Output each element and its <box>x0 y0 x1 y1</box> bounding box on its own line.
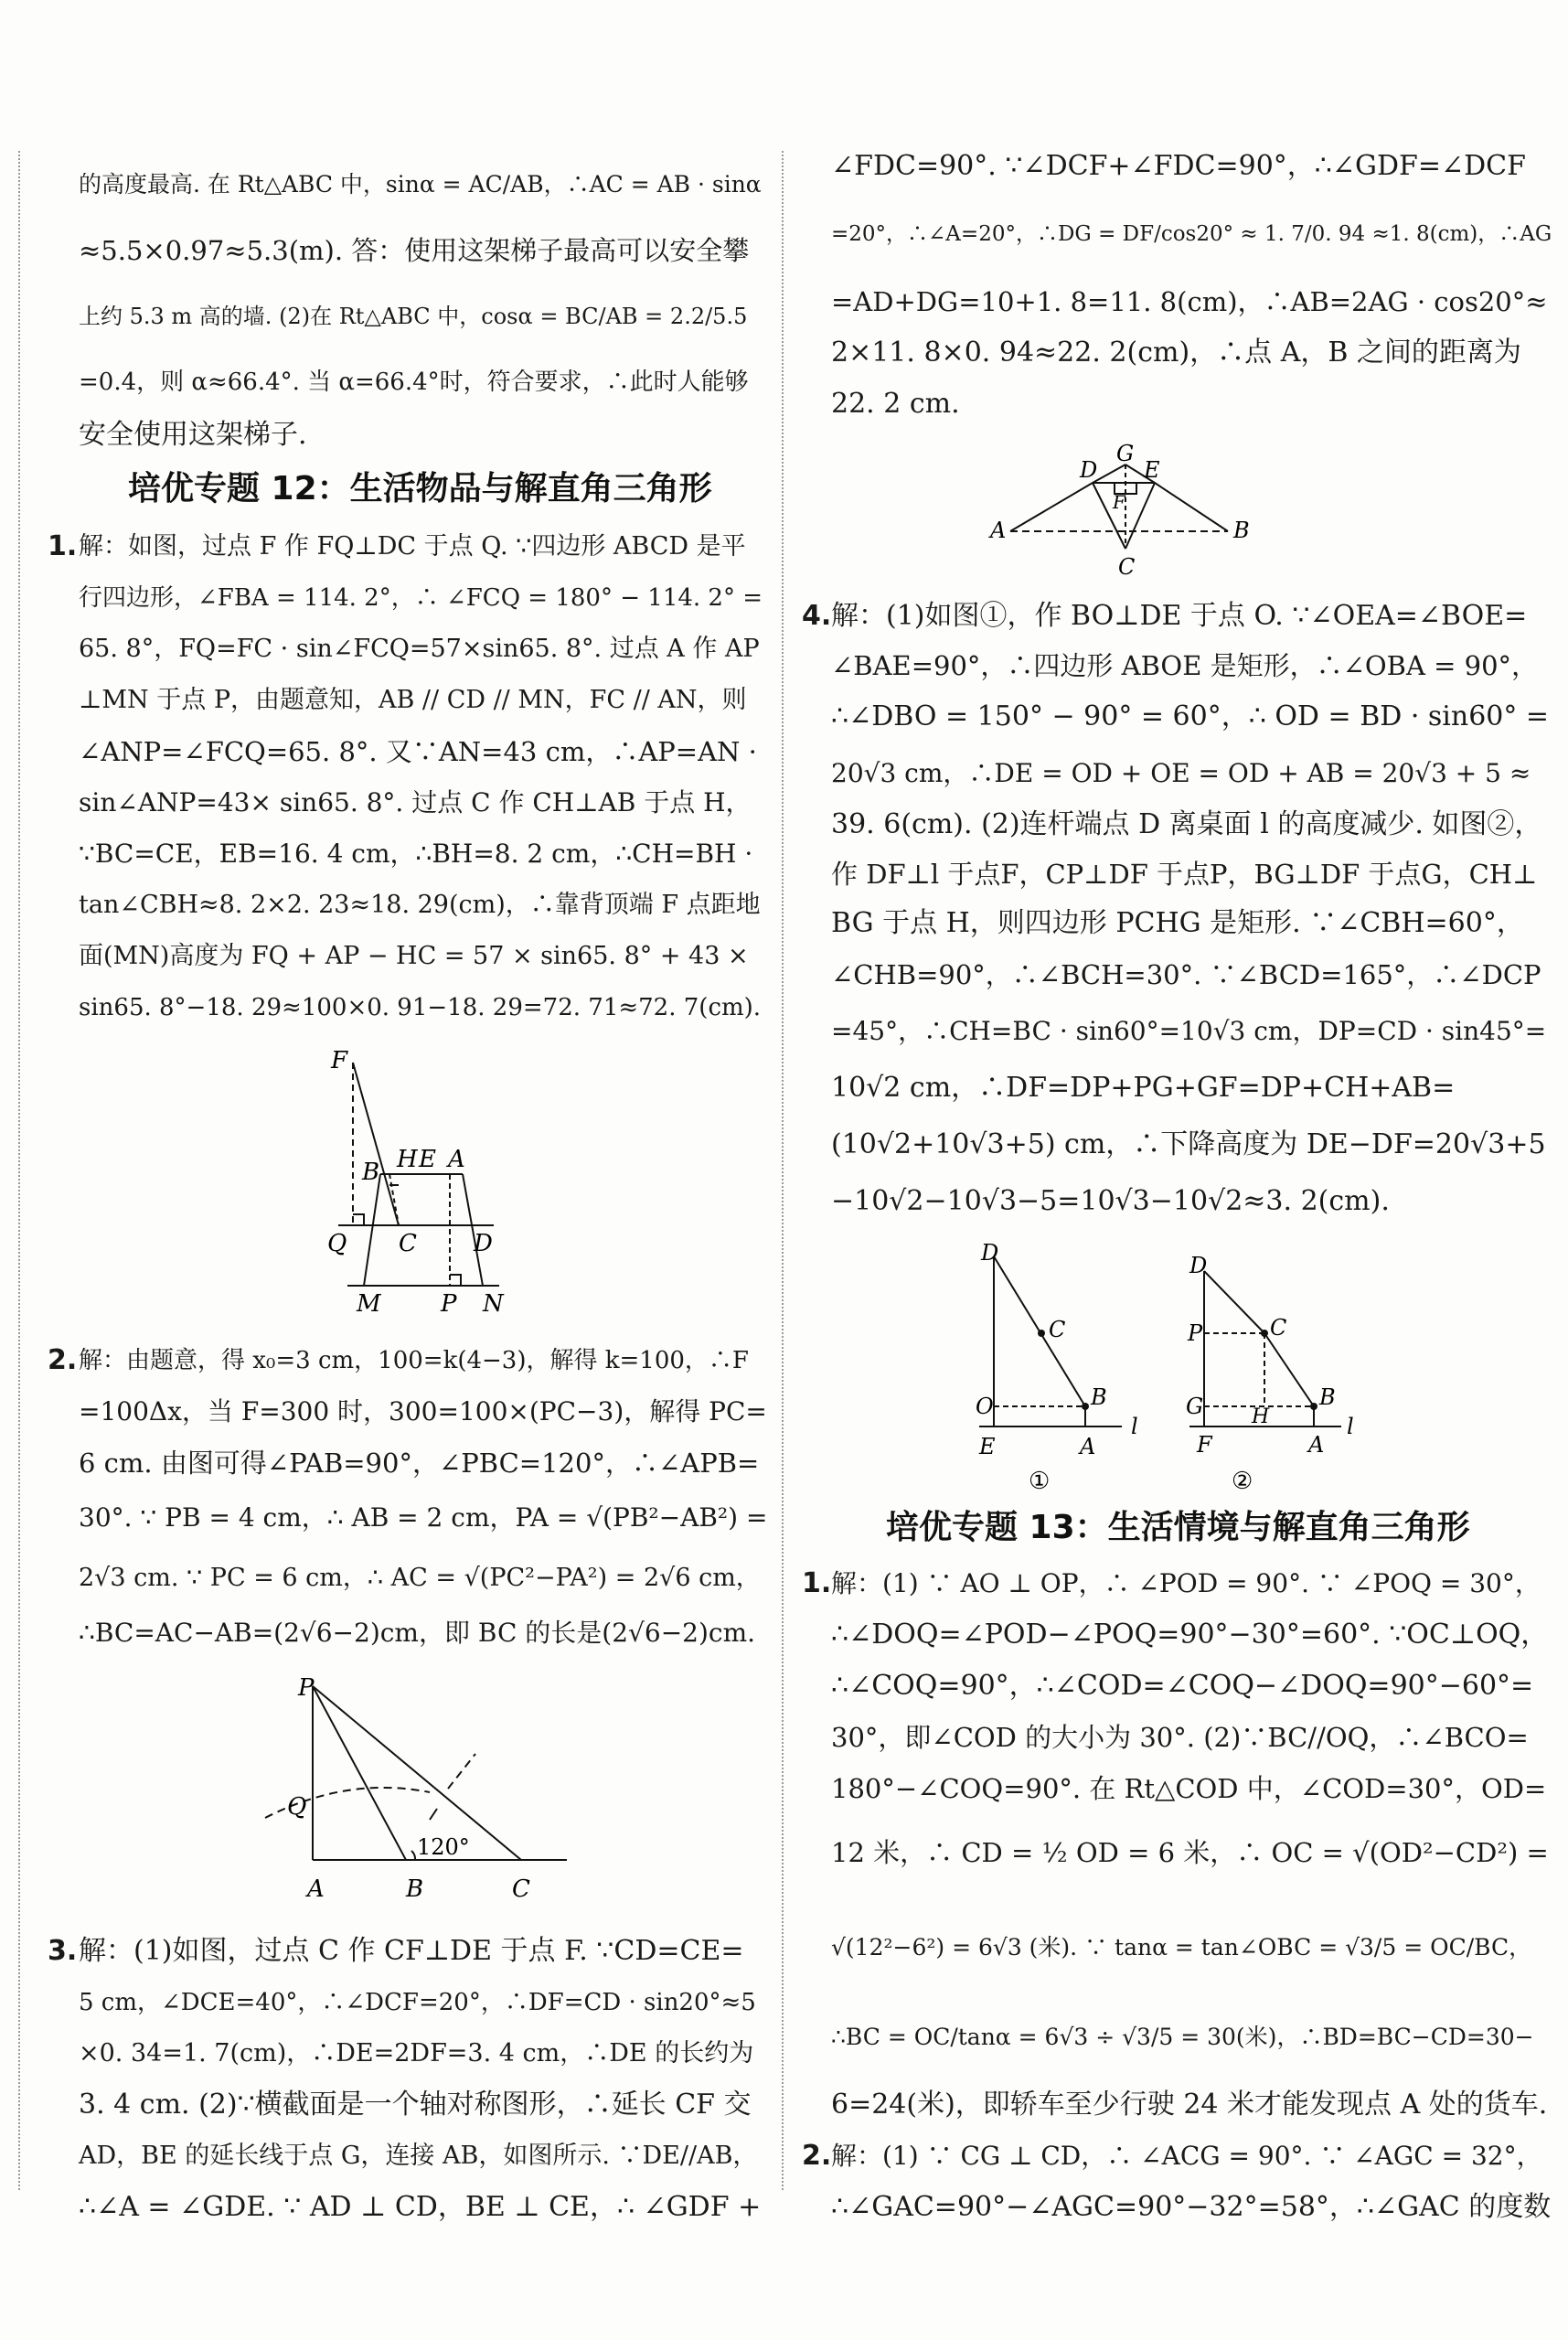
point-label-H: H <box>397 1146 418 1173</box>
text-line: =0.4，则 α≈66.4°. 当 α=66.4°时，符合要求，∴此时人能够 <box>79 369 749 396</box>
text-line: 5 cm，∠DCE=40°，∴∠DCF=20°，∴DF=CD · sin20°≈5 <box>79 1989 756 2016</box>
point-label-A: A <box>1308 1432 1325 1458</box>
problem-number: 2. <box>802 2140 832 2172</box>
point-label-B: B <box>362 1159 380 1186</box>
right-column <box>784 0 1568 2340</box>
point-label-B: B <box>1319 1384 1336 1410</box>
problem-number: 2. <box>48 1344 78 1376</box>
point-label-G: G <box>1116 441 1135 466</box>
text-line: ∴BC = OC/tanα = 6√3 ÷ √3/5 = 30(米)，∴BD=BC−CD=30− <box>831 2024 1534 2050</box>
text-line: 10√2 cm，∴DF=DP+PG+GF=DP+CH+AB= <box>831 1072 1456 1104</box>
text-line: 作 DF⊥l 于点F，CP⊥DF 于点P，BG⊥DF 于点G，CH⊥ <box>831 859 1538 890</box>
text-line: 2√3 cm. ∵ PC = 6 cm，∴ AC = √(PC²−PA²) = 2√6 cm， <box>79 1564 761 1592</box>
section-title: 培优专题 13：生活情境与解直角三角形 <box>886 1509 1470 1546</box>
point-label-Q: Q <box>327 1230 347 1257</box>
text-line: tan∠CBH≈8. 2×2. 23≈18. 29(cm)，∴靠背顶端 F 点距地 <box>79 891 761 919</box>
point-label-Q: Q <box>287 1793 307 1821</box>
text-line: 39. 6(cm). (2)连杆端点 D 离桌面 l 的高度减少. 如图②， <box>831 808 1542 840</box>
text-line: 安全使用这架梯子. <box>79 419 307 451</box>
text-line: 面(MN)高度为 FQ + AP − HC = 57 × sin65. 8° + 43 × <box>79 942 749 970</box>
text-line: √(12²−6²) = 6√3 (米). ∵ tanα = tan∠OBC = √3/5 = OC/BC， <box>831 1934 1532 1961</box>
text-line: =20°，∴∠A=20°，∴DG = DF/cos20° ≈ 1. 7/0. 94 ≈1. 8(cm)，∴AG <box>831 222 1552 246</box>
text-line: (10√2+10√3+5) cm，∴下降高度为 DE−DF=20√3+5 <box>831 1128 1546 1160</box>
point-label-A: A <box>307 1875 325 1903</box>
text-line: =AD+DG=10+1. 8=11. 8(cm)，∴AB=2AG · cos20°≈ <box>831 286 1548 317</box>
text-line: 2×11. 8×0. 94≈22. 2(cm)，∴点 A，B 之间的距离为 <box>831 337 1521 369</box>
point-label-B: B <box>406 1875 424 1903</box>
angle-label: 120° <box>417 1834 470 1860</box>
text-line: 6 cm. 由图可得∠PAB=90°，∠PBC=120°，∴∠APB= <box>79 1448 760 1479</box>
text-line: 解：由题意，得 x₀=3 cm，100=k(4−3)，解得 k=100，∴F <box>79 1347 749 1374</box>
point-label-F: F <box>331 1047 348 1074</box>
text-line: ∴BC=AC−AB=(2√6−2)cm，即 BC 的长是(2√6−2)cm. <box>79 1618 756 1648</box>
text-line: BG 于点 H，则四边形 PCHG 是矩形. ∵∠CBH=60°， <box>831 907 1524 939</box>
text-line: ∴∠DBO = 150° − 90° = 60°，∴ OD = BD · sin60° = <box>831 700 1550 732</box>
text-line: 3. 4 cm. (2)∵横截面是一个轴对称图形，∴延长 CF 交 <box>79 2089 752 2121</box>
cross-section-diagram <box>985 437 1259 583</box>
figure-number: ② <box>1232 1468 1253 1495</box>
text-line: 解：(1)如图①，作 BO⊥DE 于点 O. ∵∠OEA=∠BOE= <box>831 600 1528 632</box>
lamp-diagram-1 <box>966 1234 1149 1500</box>
point-label-H: H <box>1252 1405 1270 1428</box>
text-line: =100Δx，当 F=300 时，300=100×(PC−3)，解得 PC= <box>79 1396 767 1426</box>
text-line: 20√3 cm，∴DE = OD + OE = OD + AB = 20√3 + 5 ≈ <box>831 758 1531 788</box>
problem-number: 3. <box>48 1935 78 1967</box>
point-label-D: D <box>474 1230 493 1257</box>
text-line: ∠BAE=90°，∴四边形 ABOE 是矩形，∴∠OBA = 90°， <box>831 650 1539 681</box>
text-line: AD，BE 的延长线于点 G，连接 AB，如图所示. ∵DE//AB， <box>79 2142 758 2170</box>
text-line: 12 米，∴ CD = ½ OD = 6 米，∴ OC = √(OD²−CD²) = <box>831 1837 1549 1868</box>
point-label-D: D <box>981 1240 999 1266</box>
text-line: ∴∠A = ∠GDE. ∵ AD ⊥ CD，BE ⊥ CE，∴ ∠GDF + <box>79 2191 762 2223</box>
point-label-B: B <box>1091 1384 1107 1410</box>
text-line: ⊥MN 于点 P，由题意知，AB // CD // MN，FC // AN，则 <box>79 686 747 714</box>
point-label-B: B <box>1233 518 1250 543</box>
point-label-F: F <box>1113 491 1125 513</box>
text-line: =45°，∴CH=BC · sin60°=10√3 cm，DP=CD · sin45°= <box>831 1016 1547 1046</box>
text-line: 的高度最高. 在 Rt△ABC 中，sinα = AC/AB，∴AC = AB · sinα <box>79 171 762 198</box>
lamp-diagram-2 <box>1177 1244 1360 1500</box>
text-line: sin65. 8°−18. 29≈100×0. 91−18. 29=72. 71≈72. 7(cm). <box>79 994 762 1021</box>
chair-diagram <box>320 1042 539 1317</box>
point-label-A: A <box>1080 1434 1096 1459</box>
point-label-C: C <box>1118 554 1136 580</box>
point-label-C: C <box>399 1230 417 1257</box>
problem-number: 1. <box>802 1567 832 1599</box>
figure-number: ① <box>1029 1468 1051 1495</box>
point-label-E: E <box>979 1434 996 1459</box>
point-label-D: D <box>1080 457 1098 483</box>
text-line: 解：(1) ∵ CG ⊥ CD，∴ ∠ACG = 90°. ∵ ∠AGC = 32°， <box>831 2141 1542 2171</box>
text-line: ∠ANP=∠FCQ=65. 8°. 又∵AN=43 cm，∴AP=AN · <box>79 736 757 767</box>
text-line: ∠FDC=90°. ∵∠DCF+∠FDC=90°，∴∠GDF=∠DCF <box>831 150 1526 182</box>
text-line: 22. 2 cm. <box>831 388 960 420</box>
text-line: 解：如图，过点 F 作 FQ⊥DC 于点 Q. ∵四边形 ABCD 是平 <box>79 532 746 561</box>
point-label-D: D <box>1189 1253 1208 1278</box>
point-label-P: P <box>441 1290 457 1317</box>
text-line: −10√2−10√3−5=10√3−10√2≈3. 2(cm). <box>831 1185 1390 1217</box>
text-line: sin∠ANP=43× sin65. 8°. 过点 C 作 CH⊥AB 于点 H， <box>79 787 752 817</box>
point-label-N: N <box>483 1290 504 1317</box>
left-margin-rule <box>18 151 20 2190</box>
text-line: 65. 8°，FQ=FC · sin∠FCQ=57×sin65. 8°. 过点 A 作 AP <box>79 635 760 663</box>
point-label-E: E <box>419 1146 436 1173</box>
text-line: 180°−∠COQ=90°. 在 Rt△COD 中，∠COD=30°，OD= <box>831 1773 1547 1804</box>
line-label-l: l <box>1347 1414 1354 1439</box>
section-title: 培优专题 12：生活物品与解直角三角形 <box>128 470 712 508</box>
point-label-F: F <box>1197 1432 1212 1458</box>
point-label-M: M <box>357 1290 381 1317</box>
text-line: 30°. ∵ PB = 4 cm，∴ AB = 2 cm，PA = √(PB²−AB²) = <box>79 1502 768 1533</box>
point-label-C: C <box>512 1875 530 1903</box>
text-line: 解：(1) ∵ AO ⊥ OP，∴ ∠POD = 90°. ∵ ∠POQ = 30°， <box>831 1568 1541 1598</box>
line-label-l: l <box>1131 1414 1138 1439</box>
problem-number: 1. <box>48 530 78 562</box>
point-label-G: G <box>1186 1394 1204 1419</box>
text-line: ×0. 34=1. 7(cm)，∴DE=2DF=3. 4 cm，∴DE 的长约为 <box>79 2039 754 2068</box>
text-line: 行四边形，∠FBA = 114. 2°，∴ ∠FCQ = 180° − 114. 2° = <box>79 584 763 612</box>
text-line: ∠CHB=90°，∴∠BCH=30°. ∵∠BCD=165°，∴∠DCP <box>831 959 1541 990</box>
text-line: 上约 5.3 m 高的墙. (2)在 Rt△ABC 中，cosα = BC/AB = 2.2/5.5 <box>79 304 748 329</box>
point-label-P: P <box>1188 1320 1203 1346</box>
text-line: 解：(1)如图，过点 C 作 CF⊥DE 于点 F. ∵CD=CE= <box>79 1935 744 1967</box>
spring-triangle-diagram <box>256 1673 585 1911</box>
point-label-C: C <box>1049 1317 1066 1342</box>
point-label-A: A <box>448 1146 465 1173</box>
point-label-A: A <box>990 518 1007 543</box>
text-line: ∴∠GAC=90°−∠AGC=90°−32°=58°，∴∠GAC 的度数 <box>831 2191 1552 2223</box>
text-line: ∴∠DOQ=∠POD−∠POQ=90°−30°=60°. ∵OC⊥OQ， <box>831 1619 1549 1651</box>
point-label-E: E <box>1144 457 1160 483</box>
point-label-P: P <box>298 1674 315 1702</box>
text-line: 30°，即∠COD 的大小为 30°. (2)∵BC//OQ，∴∠BCO= <box>831 1722 1529 1753</box>
point-label-C: C <box>1270 1315 1287 1341</box>
text-line: ≈5.5×0.97≈5.3(m). 答：使用这架梯子最高可以安全攀 <box>79 235 750 266</box>
text-line: 6=24(米)，即轿车至少行驶 24 米才能发现点 A 处的货车. <box>831 2089 1548 2121</box>
problem-number: 4. <box>802 600 832 632</box>
point-label-O: O <box>976 1394 994 1419</box>
text-line: ∵BC=CE，EB=16. 4 cm，∴BH=8. 2 cm，∴CH=BH · <box>79 839 753 869</box>
text-line: ∴∠COQ=90°，∴∠COD=∠COQ−∠DOQ=90°−60°= <box>831 1670 1534 1702</box>
